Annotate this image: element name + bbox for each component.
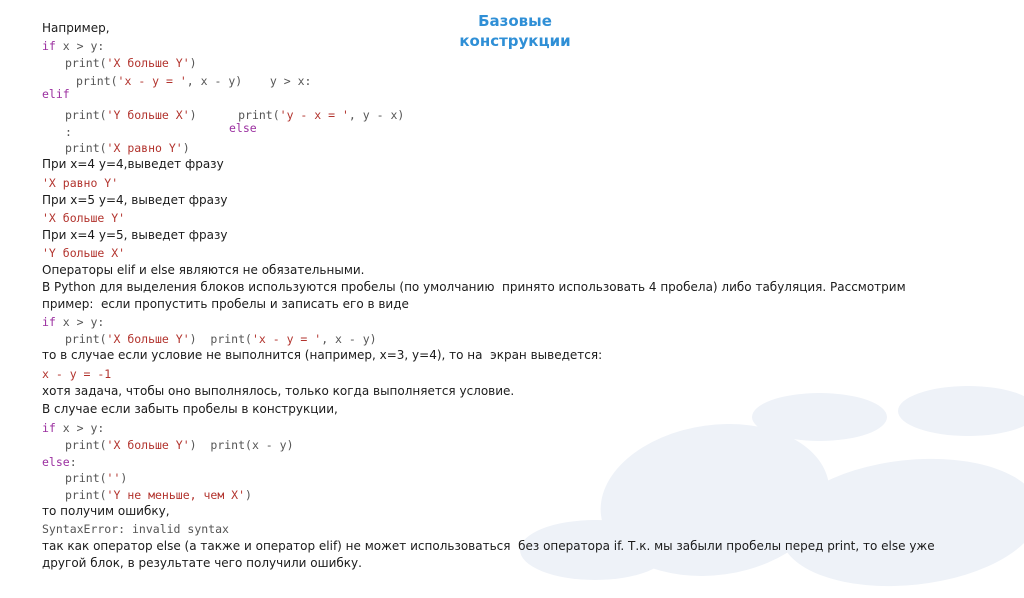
text-line: то в случае если условие не выполнится (например, x=3, y=4), то на экран выведется: <box>42 348 603 362</box>
code-text: ) print( <box>189 108 280 122</box>
text-line: При x=4 y=4,выведет фразу <box>42 157 224 171</box>
code-text: print( <box>65 488 107 502</box>
code-line <box>42 39 104 54</box>
code-text: ) <box>189 56 197 70</box>
text-line: другой блок, в результате чего получили ошибку. <box>42 556 362 570</box>
keyword: elif <box>42 87 70 101</box>
string-literal: 'X больше Y' <box>106 56 190 70</box>
string-literal: 'Y не меньше, чем X' <box>106 488 246 502</box>
code-line <box>65 56 197 71</box>
string-literal: 'y - x = ' <box>279 108 349 122</box>
code-text: x > y: <box>55 39 105 53</box>
slide-title <box>430 11 600 51</box>
text-line: пример: если пропустить пробелы и записать его в виде <box>42 297 409 311</box>
code-line <box>42 315 104 330</box>
background-decoration <box>898 386 1024 436</box>
code-line <box>42 87 70 102</box>
code-line <box>76 74 311 89</box>
slide-title-line1: Базовые <box>478 12 552 30</box>
string-literal: 'Y больше X' <box>106 108 190 122</box>
code-text: print( <box>76 74 118 88</box>
text-line: хотя задача, чтобы оно выполнялось, только когда выполняется условие. <box>42 384 515 398</box>
code-line <box>65 471 127 486</box>
text-line: так как оператор else (а также и оператор elif) не может использоваться без оператора if. Т.к. мы забыли пробелы перед print, то else уже <box>42 539 935 553</box>
string-literal: 'X равно Y' <box>42 176 119 190</box>
code-text: , x - y) y > x: <box>186 74 312 88</box>
code-text: ) print( <box>189 332 252 346</box>
keyword: if <box>42 421 56 435</box>
code-text: ) <box>120 471 128 485</box>
code-text: x > y: <box>55 421 105 435</box>
text-line: то получим ошибку, <box>42 504 170 518</box>
keyword: if <box>42 39 56 53</box>
code-line <box>65 332 377 347</box>
text-line: При x=5 y=4, выведет фразу <box>42 193 228 207</box>
slide-title-line2: конструкции <box>459 32 571 50</box>
code-line <box>65 488 252 503</box>
code-line <box>65 141 190 156</box>
background-decoration <box>752 393 887 441</box>
keyword: else <box>42 455 70 469</box>
code-text: print( <box>65 438 107 452</box>
code-text: print( <box>65 141 107 155</box>
error-line: SyntaxError: invalid syntax <box>42 522 229 536</box>
string-literal: 'x - y = ' <box>251 332 322 346</box>
text-line: При x=4 y=5, выведет фразу <box>42 228 228 242</box>
code-line <box>42 455 77 470</box>
code-text: , x - y) <box>321 332 377 346</box>
string-literal: 'Y больше X' <box>42 246 126 260</box>
string-literal: '' <box>106 471 121 485</box>
keyword: else <box>229 121 257 135</box>
code-text: print( <box>65 108 107 122</box>
string-literal: 'X равно Y' <box>106 141 183 155</box>
code-text: ) <box>245 488 252 502</box>
keyword: if <box>42 315 56 329</box>
text-line: Например, <box>42 21 110 35</box>
text-line: Операторы elif и else являются не обязательными. <box>42 263 365 277</box>
output-line: x - y = -1 <box>42 367 112 381</box>
code-text: , y - x) <box>348 108 405 122</box>
string-literal: 'X больше Y' <box>42 211 126 225</box>
code-text: print( <box>65 332 107 346</box>
code-line: : <box>65 125 72 139</box>
code-text: print( <box>65 471 107 485</box>
code-text: : <box>69 455 77 469</box>
text-line: В случае если забыть пробелы в конструкции, <box>42 402 338 416</box>
code-text: x > y: <box>55 315 105 329</box>
code-line <box>65 438 294 453</box>
string-literal: 'X больше Y' <box>106 438 190 452</box>
string-literal: 'x - y = ' <box>117 74 187 88</box>
code-text: print( <box>65 56 107 70</box>
string-literal: 'X больше Y' <box>106 332 190 346</box>
code-line <box>42 421 104 436</box>
text-line: В Python для выделения блоков используются пробелы (по умолчанию принято использовать 4 пробела) либо табуляция. Рассмотрим <box>42 280 906 294</box>
code-text: ) print(x - y) <box>189 438 294 452</box>
code-text: ) <box>182 141 190 155</box>
